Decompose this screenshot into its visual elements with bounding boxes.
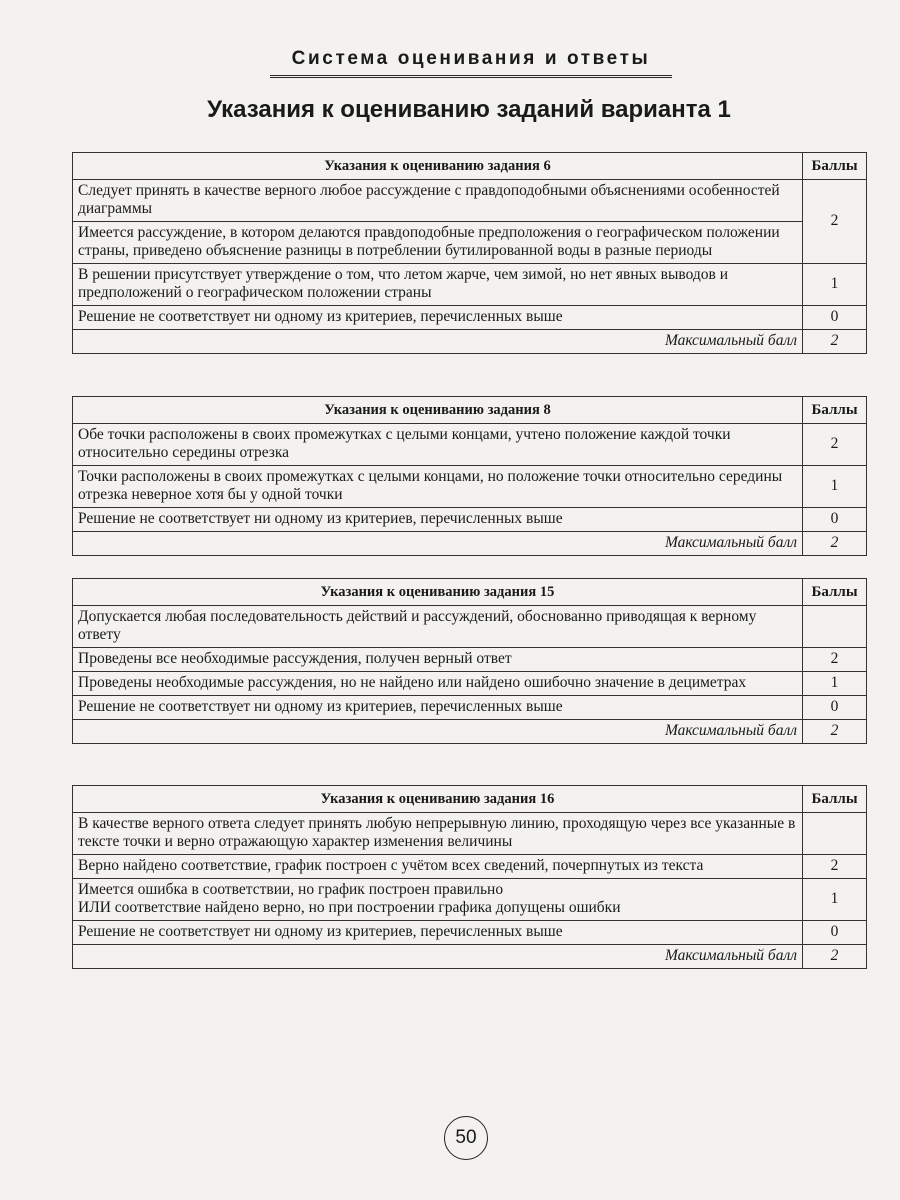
criterion-text: Точки расположены в своих промежутках с целыми концами, но положение точки относительно середины отрезка неверное хотя бы у одной точки [73,466,803,508]
table-heading: Указания к оцениванию задания 6 [73,153,803,180]
criterion-text: В решении присутствует утверждение о том, что летом жарче, чем зимой, но нет явных выводов и предположений о географическом положении страны [73,264,803,306]
max-score-row [73,945,867,969]
score-column-header: Баллы [803,786,867,813]
table-row [73,696,867,720]
criterion-score: 0 [803,306,867,330]
criterion-score: 2 [803,648,867,672]
criterion-score: 2 [803,424,867,466]
criterion-score: 2 [803,180,867,264]
criterion-text: Проведены все необходимые рассуждения, получен верный ответ [73,648,803,672]
score-column-header: Баллы [803,579,867,606]
criterion-score: 1 [803,466,867,508]
criteria-table-task-8 [72,396,867,556]
criterion-score [803,813,867,855]
page-title: Указания к оцениванию заданий варианта 1 [207,96,731,123]
page-number: 50 [444,1116,488,1160]
criteria-table-task-6 [72,152,867,354]
criterion-text: Решение не соответствует ни одному из критериев, перечисленных выше [73,921,803,945]
criterion-score: 2 [803,855,867,879]
table-row [73,222,867,264]
table-row [73,264,867,306]
running-header: Система оценивания и ответы [270,48,672,78]
table-row [73,855,867,879]
criterion-score: 0 [803,696,867,720]
criterion-text: Верно найдено соответствие, график построен с учётом всех сведений, почерпнутых из текста [73,855,803,879]
max-score-label: Максимальный балл [73,945,803,969]
table-header-row [73,153,867,180]
table-row [73,466,867,508]
criterion-text: В качестве верного ответа следует принять любую непрерывную линию, проходящую через все указанные в тексте точки и верно отражающую характер изменения величины [73,813,803,855]
table-header-row [73,786,867,813]
max-score-label: Максимальный балл [73,330,803,354]
max-score-row [73,720,867,744]
table-header-row [73,397,867,424]
table-row [73,879,867,921]
max-score-value: 2 [803,330,867,354]
table-row [73,648,867,672]
table-heading: Указания к оцениванию задания 15 [73,579,803,606]
criteria-table-task-15 [72,578,867,744]
score-column-header: Баллы [803,397,867,424]
criterion-score: 1 [803,264,867,306]
criterion-text: Имеется рассуждение, в котором делаются правдоподобные предположения о географическом положении страны, приведено объяснение разницы в потреблении бутилированной воды в разные периоды [73,222,803,264]
table-row [73,606,867,648]
table-row [73,813,867,855]
table-row [73,921,867,945]
criterion-score: 0 [803,921,867,945]
criterion-text: Следует принять в качестве верного любое рассуждение с правдоподобными объяснениями особенностей диаграммы [73,180,803,222]
criterion-text: Проведены необходимые рассуждения, но не найдено или найдено ошибочно значение в дециметрах [73,672,803,696]
criterion-text: Допускается любая последовательность действий и рассуждений, обоснованно приводящая к верному ответу [73,606,803,648]
max-score-row [73,330,867,354]
table-header-row [73,579,867,606]
criterion-text: Обе точки расположены в своих промежутках с целыми концами, учтено положение каждой точки относительно середины отрезка [73,424,803,466]
table-row [73,180,867,222]
score-column-header: Баллы [803,153,867,180]
max-score-value: 2 [803,532,867,556]
max-score-value: 2 [803,720,867,744]
table-row [73,508,867,532]
criteria-table-task-16 [72,785,867,969]
max-score-row [73,532,867,556]
criterion-score: 1 [803,672,867,696]
table-heading: Указания к оцениванию задания 8 [73,397,803,424]
criterion-text: Имеется ошибка в соответствии, но график построен правильно ИЛИ соответствие найдено верно, но при построении графика допущены ошибки [73,879,803,921]
criterion-text: Решение не соответствует ни одному из критериев, перечисленных выше [73,696,803,720]
criterion-text: Решение не соответствует ни одному из критериев, перечисленных выше [73,508,803,532]
max-score-value: 2 [803,945,867,969]
table-heading: Указания к оцениванию задания 16 [73,786,803,813]
table-row [73,306,867,330]
criterion-score: 1 [803,879,867,921]
criterion-text: Решение не соответствует ни одному из критериев, перечисленных выше [73,306,803,330]
criterion-score [803,606,867,648]
criterion-score: 0 [803,508,867,532]
max-score-label: Максимальный балл [73,532,803,556]
max-score-label: Максимальный балл [73,720,803,744]
table-row [73,672,867,696]
table-row [73,424,867,466]
